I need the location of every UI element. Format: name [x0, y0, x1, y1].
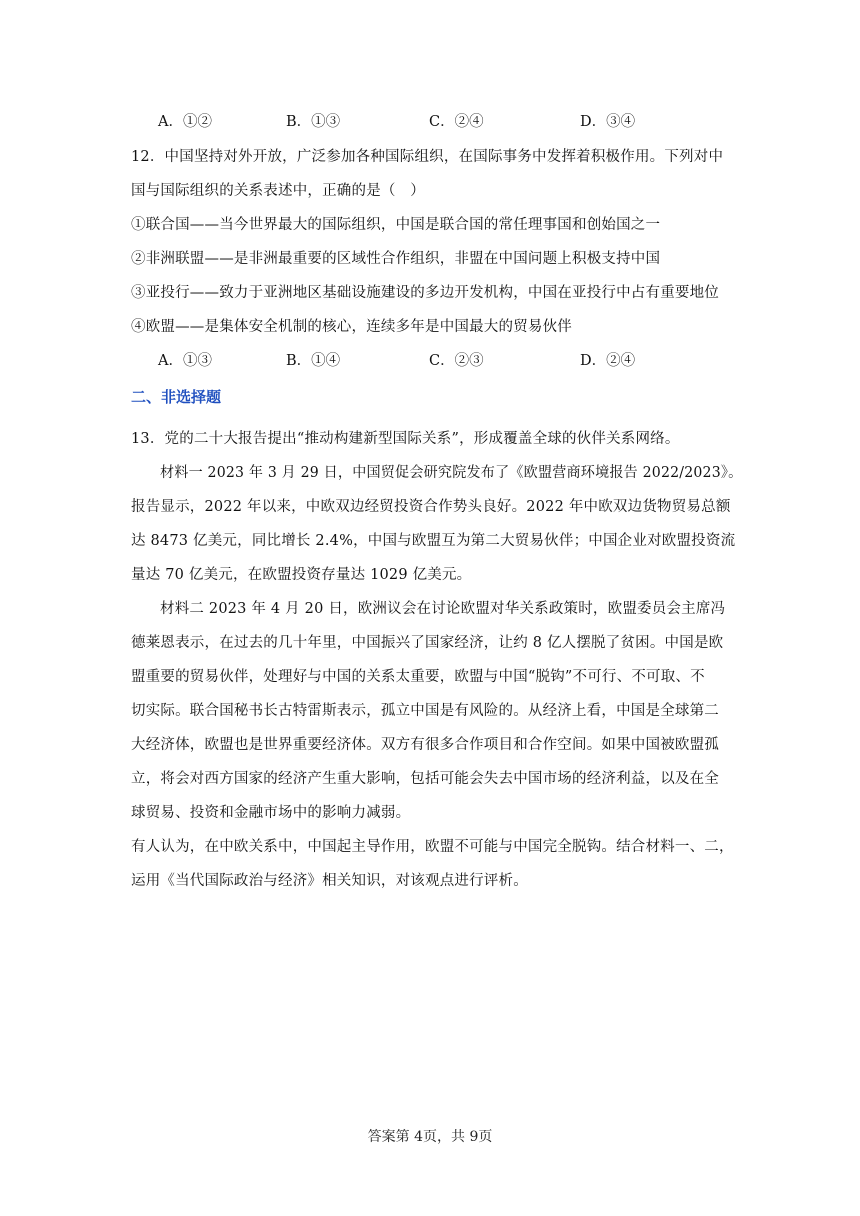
q13-intro: 13．党的二十大报告提出“推动构建新型国际关系”，形成覆盖全球的伙伴关系网络。 — [131, 431, 680, 447]
q12-item-2: ②非洲联盟——是非洲最重要的区域性合作组织，非盟在中国问题上积极支持中国 — [131, 251, 661, 267]
q13-material2-line2: 德莱恩表示，在过去的几十年里，中国振兴了国家经济，让约 8 亿人摆脱了贫困。中国是欧 — [131, 635, 724, 651]
q11-option-d: D．③④ — [580, 114, 636, 130]
q13-material2-line5: 大经济体，欧盟也是世界重要经济体。双方有很多合作项目和合作空间。如果中国被欧盟孤 — [131, 737, 719, 753]
q13-question-line1: 有人认为，在中欧关系中，中国起主导作用，欧盟不可能与中国完全脱钩。结合材料一、二， — [131, 839, 734, 855]
q12-option-d: D．②④ — [580, 353, 636, 369]
q13-material2-line6: 立，将会对西方国家的经济产生重大影响，包括可能会失去中国市场的经济利益，以及在全 — [131, 771, 719, 787]
q12-stem-line1: 12．中国坚持对外开放，广泛参加各种国际组织，在国际事务中发挥着积极作用。下列对中 — [131, 149, 724, 165]
q12-option-c: C．②③ — [429, 353, 484, 369]
q12-item-1: ①联合国——当今世界最大的国际组织，中国是联合国的常任理事国和创始国之一 — [131, 217, 661, 233]
section-title: 二、非选择题 — [131, 388, 222, 406]
q11-option-c: C．②④ — [429, 114, 484, 130]
page-footer: 答案第 4页，共 9页 — [367, 1129, 493, 1145]
q13-material1-line1: 材料一 2023 年 3 月 29 日，中国贸促会研究院发布了《欧盟营商环境报告 2022/2023》。 — [160, 465, 743, 481]
q13-material2-line7: 球贸易、投资和金融市场中的影响力减弱。 — [131, 805, 411, 821]
q13-material1-line3: 达 8473 亿美元，同比增长 2.4%，中国与欧盟互为第二大贸易伙伴；中国企业对欧盟投资流 — [131, 533, 736, 549]
q12-option-b: B．①④ — [286, 353, 341, 369]
q13-material1-line2: 报告显示，2022 年以来，中欧双边经贸投资合作势头良好。2022 年中欧双边货物贸易总额 — [131, 499, 731, 515]
q11-option-a: A．①② — [158, 114, 212, 130]
q13-question-line2: 运用《当代国际政治与经济》相关知识，对该观点进行评析。 — [131, 873, 528, 889]
q12-item-3: ③亚投行——致力于亚洲地区基础设施建设的多边开发机构，中国在亚投行中占有重要地位 — [131, 285, 719, 301]
q13-material1-line4: 量达 70 亿美元，在欧盟投资存量达 1029 亿美元。 — [131, 567, 472, 583]
q13-material2-line3: 盟重要的贸易伙伴，处理好与中国的关系太重要，欧盟与中国“脱钩”不可行、不可取、不 — [131, 669, 705, 685]
q12-item-4: ④欧盟——是集体安全机制的核心，连续多年是中国最大的贸易伙伴 — [131, 319, 572, 335]
q11-option-b: B．①③ — [286, 114, 341, 130]
q12-option-a: A．①③ — [158, 353, 212, 369]
q12-stem-line2: 国与国际组织的关系表述中，正确的是（ ） — [131, 183, 425, 199]
q13-material2-line1: 材料二 2023 年 4 月 20 日，欧洲议会在讨论欧盟对华关系政策时，欧盟委员会主席冯 — [160, 601, 726, 617]
q13-material2-line4: 切实际。联合国秘书长古特雷斯表示，孤立中国是有风险的。从经济上看，中国是全球第二 — [131, 703, 719, 719]
